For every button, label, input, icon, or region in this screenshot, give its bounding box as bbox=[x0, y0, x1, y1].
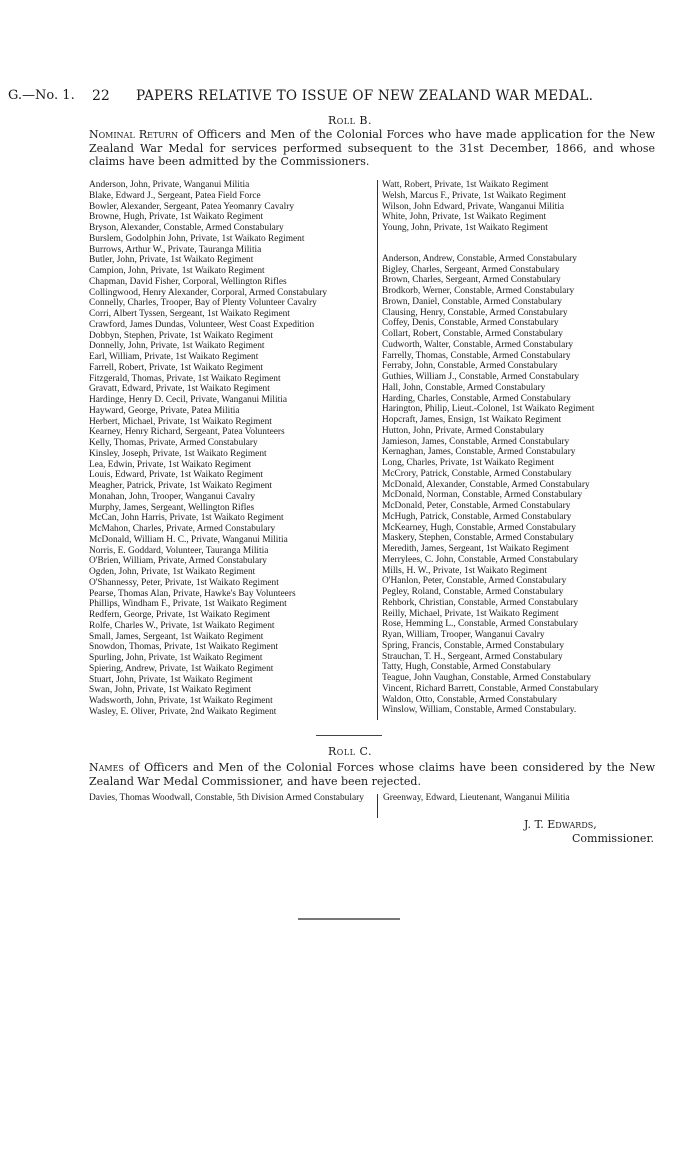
roll-entry: Ryan, William, Trooper, Wanganui Cavalry bbox=[382, 630, 545, 640]
roll-entry: Blake, Edward J., Sergeant, Patea Field Force bbox=[89, 190, 261, 201]
roll-entry: Hutton, John, Private, Armed Constabulary bbox=[382, 425, 545, 436]
roll-entry: Donnelly, John, Private, 1st Waikato Regiment bbox=[89, 341, 265, 352]
roll-c-divider bbox=[377, 794, 378, 818]
roll-entry: Rolfe, Charles W., Private, 1st Waikato Regiment bbox=[89, 620, 275, 631]
roll-entry: Reilly, Michael, Private, 1st Waikato Regiment bbox=[382, 608, 559, 619]
roll-entry: Hopcraft, James, Ensign, 1st Waikato Regiment bbox=[382, 415, 562, 425]
roll-entry: Crawford, James Dundas, Volunteer, West Coast Expedition bbox=[89, 319, 315, 330]
roll-entry: Swan, John, Private, 1st Waikato Regiment bbox=[89, 685, 252, 696]
roll-entry: Farrell, Robert, Private, 1st Waikato Regiment bbox=[89, 362, 264, 373]
roll-entry: Ogden, John, Private, 1st Waikato Regiment bbox=[89, 567, 256, 577]
roll-entry: Rose, Hemming L., Constable, Armed Constabulary bbox=[382, 619, 579, 630]
roll-c-intro-lead: Names bbox=[89, 761, 124, 774]
roll-c-heading: Roll C. bbox=[328, 745, 372, 758]
roll-entry: Pegley, Roland, Constable, Armed Constabulary bbox=[382, 587, 564, 597]
section-separator bbox=[316, 735, 382, 736]
roll-entry: McDonald, Peter, Constable, Armed Constabulary bbox=[382, 501, 571, 511]
roll-entry: Fitzgerald, Thomas, Private, 1st Waikato Regiment bbox=[89, 373, 281, 384]
roll-entry: McDonald, William H. C., Private, Wanganui Militia bbox=[89, 534, 288, 545]
roll-entry: Guthies, William J., Constable, Armed Constabulary bbox=[382, 372, 580, 382]
roll-entry: Murphy, James, Sergeant, Wellington Rifles bbox=[89, 502, 255, 513]
roll-c-right-entry: Greenway, Edward, Lieutenant, Wanganui Militia bbox=[383, 793, 570, 803]
signature-surname: Edwards, bbox=[547, 818, 597, 831]
page-number: 22 bbox=[92, 88, 110, 104]
roll-entry: McCan, John Harris, Private, 1st Waikato Regiment bbox=[89, 513, 284, 524]
roll-entry: Dobbyn, Stephen, Private, 1st Waikato Regiment bbox=[89, 330, 273, 341]
roll-entry: Wilson, John Edward, Private, Wanganui Militia bbox=[382, 201, 565, 212]
roll-entry: Norris, E. Goddard, Volunteer, Tauranga Militia bbox=[89, 545, 269, 556]
roll-entry: Monahan, John, Trooper, Wanganui Cavalry bbox=[89, 491, 256, 502]
roll-entry: Vincent, Richard Barrett, Constable, Armed Constabulary bbox=[382, 683, 599, 694]
page-end-rule bbox=[298, 918, 400, 920]
roll-entry: Mills, H. W., Private, 1st Waikato Regiment bbox=[382, 565, 547, 576]
roll-entry: Phillips, Windham F., Private, 1st Waikato Regiment bbox=[89, 599, 287, 610]
roll-entry: O'Hanlon, Peter, Constable, Armed Constabulary bbox=[382, 576, 567, 587]
roll-entry: O'Shannessy, Peter, Private, 1st Waikato Regiment bbox=[89, 577, 279, 588]
roll-entry: O'Brien, William, Private, Armed Constabulary bbox=[89, 556, 267, 567]
roll-entry: Campion, John, Private, 1st Waikato Regiment bbox=[89, 266, 265, 276]
roll-entry: Kinsley, Joseph, Private, 1st Waikato Regiment bbox=[89, 448, 267, 459]
roll-entry: Lea, Edwin, Private, 1st Waikato Regiment bbox=[89, 459, 252, 470]
roll-entry: Collingwood, Henry Alexander, Corporal, Armed Constabulary bbox=[89, 287, 328, 298]
roll-entry: Watt, Robert, Private, 1st Waikato Regiment bbox=[382, 180, 549, 190]
roll-entry: Gravatt, Edward, Private, 1st Waikato Regiment bbox=[89, 384, 270, 395]
page-title: PAPERS RELATIVE TO ISSUE OF NEW ZEALAND WAR MEDAL. bbox=[136, 88, 594, 104]
roll-entry: Kernaghan, James, Constable, Armed Constabulary bbox=[382, 447, 576, 458]
roll-entry: Kelly, Thomas, Private, Armed Constabulary bbox=[89, 438, 258, 448]
roll-entry: McMahon, Charles, Private, Armed Constabulary bbox=[89, 524, 276, 534]
roll-entry: Burslem, Godolphin John, Private, 1st Waikato Regiment bbox=[89, 233, 305, 244]
roll-entry: Tatty, Hugh, Constable, Armed Constabulary bbox=[382, 662, 551, 673]
roll-entry: Wadsworth, John, Private, 1st Waikato Regiment bbox=[89, 696, 273, 706]
roll-entry: Herbert, Michael, Private, 1st Waikato Regiment bbox=[89, 416, 272, 427]
roll-entry: Small, James, Sergeant, 1st Waikato Regiment bbox=[89, 631, 264, 642]
roll-entry: Anderson, Andrew, Constable, Armed Constabulary bbox=[382, 253, 577, 264]
roll-b-intro-lead: Nominal Return bbox=[89, 128, 179, 141]
roll-entry: Winslow, William, Constable, Armed Constabulary. bbox=[382, 705, 577, 716]
signature-initials: J. T. bbox=[524, 818, 548, 831]
roll-entry: Harding, Charles, Constable, Armed Constabulary bbox=[382, 393, 571, 404]
roll-entry: Louis, Edward, Private, 1st Waikato Regiment bbox=[89, 470, 264, 481]
roll-entry: Harington, Philip, Lieut.-Colonel, 1st Waikato Regiment bbox=[382, 404, 595, 415]
roll-entry: McDonald, Alexander, Constable, Armed Constabulary bbox=[382, 479, 590, 490]
roll-entry: Maskery, Stephen, Constable, Armed Constabulary bbox=[382, 533, 574, 544]
roll-entry: McDonald, Norman, Constable, Armed Constabulary bbox=[382, 490, 583, 501]
roll-entry: Kearney, Henry Richard, Sergeant, Patea Volunteers bbox=[89, 427, 285, 438]
roll-b-intro bbox=[89, 128, 655, 169]
roll-entry: Teague, John Vaughan, Constable, Armed Constabulary bbox=[382, 673, 592, 683]
roll-entry: Burrows, Arthur W., Private, Tauranga Militia bbox=[89, 244, 262, 255]
roll-entry: Bryson, Alexander, Constable, Armed Constabulary bbox=[89, 223, 284, 233]
roll-entry: Spring, Francis, Constable, Armed Constabulary bbox=[382, 640, 565, 651]
roll-entry: Coffey, Denis, Constable, Armed Constabulary bbox=[382, 318, 559, 329]
signature-name bbox=[524, 818, 597, 831]
roll-entry: Spiering, Andrew, Private, 1st Waikato Regiment bbox=[89, 663, 274, 674]
roll-entry: Anderson, John, Private, Wanganui Militia bbox=[89, 180, 250, 190]
roll-entry: Hall, John, Constable, Armed Constabulary bbox=[382, 382, 546, 393]
roll-entry: Farrelly, Thomas, Constable, Armed Constabulary bbox=[382, 350, 571, 361]
roll-entry: Cudworth, Walter, Constable, Armed Constabulary bbox=[382, 339, 574, 350]
roll-c-intro-text: of Officers and Men of the Colonial Forces whose claims have been considered by the New Zealand War Medal Commissioner, and have been rejected. bbox=[89, 761, 655, 788]
roll-b-heading: Roll B. bbox=[327, 114, 373, 127]
roll-entry: McCrory, Patrick, Constable, Armed Constabulary bbox=[382, 468, 572, 479]
roll-entry: Rehbork, Christian, Constable, Armed Constabulary bbox=[382, 597, 579, 608]
roll-entry: Pearse, Thomas Alan, Private, Hawke's Bay Volunteers bbox=[89, 588, 296, 599]
roll-entry: Wasley, E. Oliver, Private, 2nd Waikato Regiment bbox=[89, 706, 277, 717]
list-gap bbox=[382, 234, 672, 254]
page-header bbox=[0, 88, 700, 108]
roll-entry: Spurling, John, Private, 1st Waikato Regiment bbox=[89, 653, 263, 663]
roll-entry: Connelly, Charles, Trooper, Bay of Plenty Volunteer Cavalry bbox=[89, 298, 317, 309]
roll-entry: White, John, Private, 1st Waikato Regiment bbox=[382, 212, 547, 223]
roll-entry: Redfern, George, Private, 1st Waikato Regiment bbox=[89, 610, 271, 620]
roll-c-intro bbox=[89, 761, 655, 788]
roll-entry: Hayward, George, Private, Patea Militia bbox=[89, 405, 240, 416]
roll-entry: Stuart, John, Private, 1st Waikato Regiment bbox=[89, 674, 253, 685]
roll-entry: Young, John, Private, 1st Waikato Regiment bbox=[382, 223, 548, 233]
roll-entry: Snowdon, Thomas, Private, 1st Waikato Regiment bbox=[89, 642, 278, 653]
roll-entry: Brown, Charles, Sergeant, Armed Constabulary bbox=[382, 275, 561, 286]
roll-entry: Ferraby, John, Constable, Armed Constabulary bbox=[382, 361, 558, 372]
roll-entry: Chapman, David Fisher, Corporal, Wellington Rifles bbox=[89, 276, 287, 287]
roll-entry: Meagher, Patrick, Private, 1st Waikato Regiment bbox=[89, 481, 273, 491]
roll-entry: Long, Charles, Private, 1st Waikato Regiment bbox=[382, 458, 554, 468]
roll-entry: Earl, William, Private, 1st Waikato Regiment bbox=[89, 352, 259, 362]
roll-entry: Hardinge, Henry D. Cecil, Private, Wanganui Militia bbox=[89, 395, 287, 405]
roll-entry: Collart, Robert, Constable, Armed Constabulary bbox=[382, 329, 563, 339]
roll-b-right-column bbox=[382, 180, 672, 716]
roll-entry: Strauchan, T. H., Sergeant, Armed Constabulary bbox=[382, 651, 563, 662]
roll-b-intro-text: of Officers and Men of the Colonial Forces who have made application for the New Zealand War Medal for services performed subsequent to the 31st December, 1866, and whose claims have been admitted by the Commissioners. bbox=[89, 128, 655, 168]
roll-c-left-entry: Davies, Thomas Woodwall, Constable, 5th Division Armed Constabulary bbox=[89, 793, 364, 803]
roll-entry: Bigley, Charles, Sergeant, Armed Constabulary bbox=[382, 264, 560, 275]
roll-entry: Merrylees, C. John, Constable, Armed Constabulary bbox=[382, 554, 579, 565]
roll-entry: Welsh, Marcus F., Private, 1st Waikato Regiment bbox=[382, 190, 566, 201]
roll-entry: Brodkorb, Werner, Constable, Armed Constabulary bbox=[382, 286, 575, 296]
roll-b-left-column bbox=[89, 180, 374, 718]
column-divider bbox=[377, 180, 378, 720]
roll-entry: Brown, Daniel, Constable, Armed Constabulary bbox=[382, 296, 562, 307]
roll-entry: Bowler, Alexander, Sergeant, Patea Yeomanry Cavalry bbox=[89, 201, 295, 212]
roll-entry: Jamieson, James, Constable, Armed Constabulary bbox=[382, 436, 570, 447]
roll-entry: Browne, Hugh, Private, 1st Waikato Regiment bbox=[89, 212, 264, 223]
roll-entry: Waldon, Otto, Constable, Armed Constabulary bbox=[382, 694, 558, 705]
roll-entry: Butler, John, Private, 1st Waikato Regiment bbox=[89, 255, 254, 266]
roll-entry: Clausing, Henry, Constable, Armed Constabulary bbox=[382, 307, 568, 318]
signature-title: Commissioner. bbox=[572, 832, 654, 845]
roll-entry: Corri, Albert Tyssen, Sergeant, 1st Waikato Regiment bbox=[89, 309, 290, 319]
roll-entry: McHugh, Patrick, Constable, Armed Constabulary bbox=[382, 511, 572, 522]
roll-entry: McKearney, Hugh, Constable, Armed Constabulary bbox=[382, 522, 576, 533]
document-number: G.—No. 1. bbox=[8, 88, 75, 103]
roll-entry: Meredith, James, Sergeant, 1st Waikato Regiment bbox=[382, 544, 569, 554]
